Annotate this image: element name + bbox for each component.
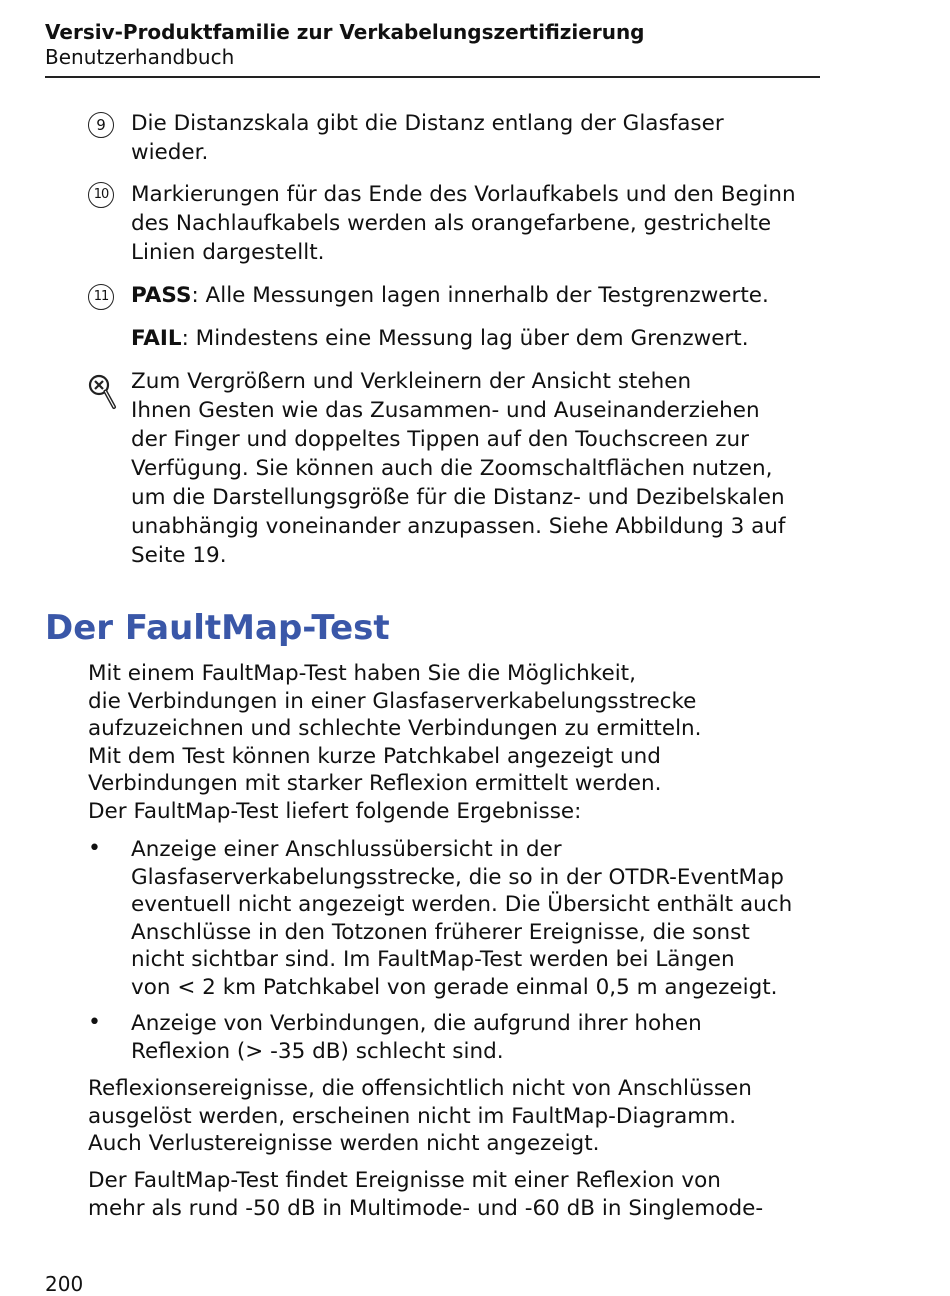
text-line: mehr als rund -50 dB in Multimode- und -60 dB in Singlemode- (88, 1195, 764, 1221)
text-line: Seite 19. (131, 543, 227, 568)
text-line: Verfügung. Sie können auch die Zoomschaltflächen nutzen, (131, 456, 773, 481)
fail-description (131, 324, 831, 353)
bullet-item-2 (131, 1010, 891, 1065)
fail-text: : Mindestens eine Messung lag über dem Grenzwert. (181, 326, 749, 351)
text-line: Auch Verlustereignisse werden nicht angezeigt. (88, 1131, 600, 1157)
text-line: Mit dem Test können kurze Patchkabel angezeigt und (88, 743, 661, 769)
pass-text: : Alle Messungen lagen innerhalb der Testgrenzwerte. (191, 283, 769, 308)
text-line: des Nachlaufkabels werden als orangefarbene, gestrichelte (131, 211, 772, 236)
text-line: Mit einem FaultMap-Test haben Sie die Möglichkeit, (88, 661, 636, 686)
text-line: wieder. (131, 140, 209, 165)
fail-label: FAIL (131, 326, 182, 351)
text-line: Markierungen für das Ende des Vorlaufkabels und den Beginn (131, 182, 796, 207)
text-line: ausgelöst werden, erscheinen nicht im FaultMap-Diagramm. (88, 1103, 737, 1129)
text-line: Anzeige einer Anschlussübersicht in der (131, 837, 562, 862)
text-line: eventuell nicht angezeigt werden. Die Übersicht enthält auch (131, 892, 793, 918)
document-title: Versiv-Produktfamilie zur Verkabelungszertifizierung (45, 20, 645, 44)
section-heading: Der FaultMap-Test (45, 608, 390, 648)
text-line: nicht sichtbar sind. Im FaultMap-Test werden bei Längen (131, 947, 735, 973)
callout-number-10: 10 (88, 182, 114, 208)
document-subtitle: Benutzerhandbuch (45, 45, 235, 69)
pass-label: PASS (131, 283, 192, 308)
text-line: Ihnen Gesten wie das Zusammen- und Auseinanderziehen (131, 398, 760, 423)
text-line: Anzeige von Verbindungen, die aufgrund ihrer hohen (131, 1011, 702, 1036)
text-line: Der FaultMap-Test liefert folgende Ergebnisse: (88, 798, 582, 824)
callout-number-11: 11 (88, 284, 114, 310)
callout-10-text (131, 180, 831, 267)
page-number: 200 (45, 1272, 84, 1296)
text-line: Anschlüsse in den Totzonen früherer Ereignisse, die sonst (131, 919, 750, 945)
zoom-magnifier-icon (87, 373, 119, 411)
pass-description (131, 281, 831, 310)
text-line: die Verbindungen in einer Glasfaserverkabelungsstrecke (88, 688, 697, 714)
text-line: Der FaultMap-Test findet Ereignisse mit einer Reflexion von (88, 1168, 721, 1193)
text-line: von < 2 km Patchkabel von gerade einmal 0,5 m angezeigt. (131, 974, 778, 1000)
reflection-paragraph (88, 1075, 848, 1158)
bullet-item-1 (131, 836, 891, 1002)
text-line: Reflexion (> -35 dB) schlecht sind. (131, 1038, 504, 1064)
callout-9-text (131, 109, 831, 167)
text-line: unabhängig voneinander anzupassen. Siehe Abbildung 3 auf (131, 514, 786, 539)
text-line: Reflexionsereignisse, die offensichtlich nicht von Anschlüssen (88, 1076, 752, 1101)
text-line: Linien dargestellt. (131, 240, 325, 265)
text-line: um die Darstellungsgröße für die Distanz- und Dezibelskalen (131, 485, 785, 510)
bullet-marker: • (88, 836, 101, 861)
text-line: Zum Vergrößern und Verkleinern der Ansicht stehen (131, 369, 692, 394)
final-paragraph (88, 1167, 848, 1222)
text-line: Glasfaserverkabelungsstrecke, die so in der OTDR-EventMap (131, 864, 784, 890)
zoom-note-text (131, 367, 831, 570)
text-line: aufzuzeichnen und schlechte Verbindungen zu ermitteln. (88, 716, 702, 742)
page-header (45, 18, 820, 78)
callout-number-9: 9 (88, 112, 114, 138)
text-line: Verbindungen mit starker Reflexion ermittelt werden. (88, 771, 662, 797)
bullet-marker: • (88, 1010, 101, 1035)
intro-paragraph (88, 660, 848, 826)
text-line: der Finger und doppeltes Tippen auf den Touchscreen zur (131, 427, 749, 452)
text-line: Die Distanzskala gibt die Distanz entlang der Glasfaser (131, 111, 724, 136)
